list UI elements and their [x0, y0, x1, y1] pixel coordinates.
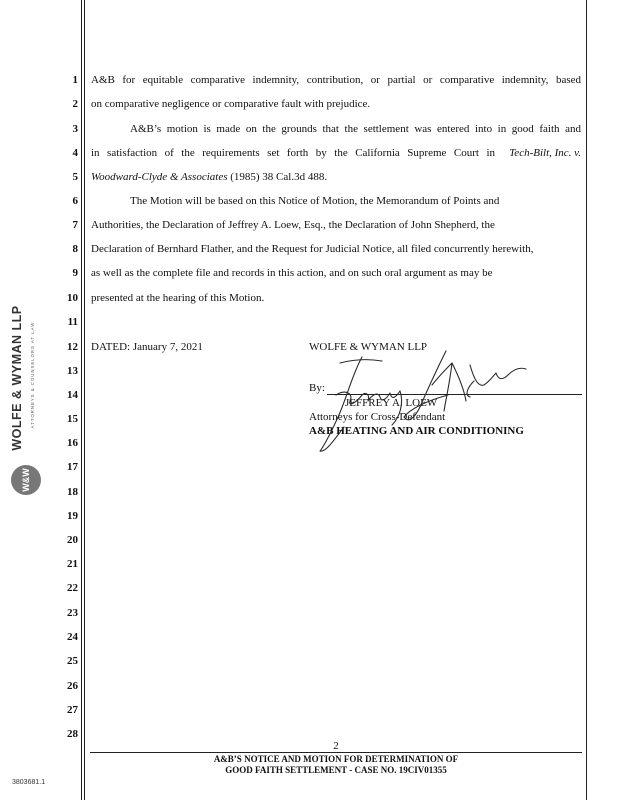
dated-line: DATED: January 7, 2021 [91, 341, 203, 353]
line-number: 13 [67, 365, 78, 377]
left-margin-rule-outer [81, 0, 82, 800]
body-line: A&B’s motion is made on the grounds that the settlement was entered into in good faith and [130, 123, 581, 135]
body-line: as well as the complete file and records in this action, and on such oral argument as may be [91, 267, 493, 279]
body-line: Authorities, the Declaration of Jeffrey A. Loew, Esq., the Declaration of John Shepherd, the [91, 219, 495, 231]
line-number: 6 [72, 195, 78, 207]
line-number: 21 [67, 558, 78, 570]
attorney-role: Attorneys for Cross-Defendant [309, 411, 446, 423]
signer-name: JEFFREY A. LOEW [345, 397, 438, 409]
line-number: 3 [72, 123, 78, 135]
body-line: presented at the hearing of this Motion. [91, 292, 265, 304]
line-number: 19 [67, 510, 78, 522]
body-line: A&B for equitable comparative indemnity, contribution, or partial or comparative indemnity, based [91, 74, 581, 86]
line-number: 17 [67, 461, 78, 473]
line-number: 5 [72, 171, 78, 183]
line-number: 26 [67, 680, 78, 692]
line-number: 25 [67, 655, 78, 667]
document-id: 3803681.1 [12, 779, 46, 786]
right-margin-rule [586, 0, 587, 800]
line-number: 8 [72, 243, 78, 255]
page-number: 2 [333, 740, 339, 752]
by-label: By: [309, 382, 325, 394]
case-citation-part1: Tech-Bilt, Inc. v. [509, 147, 581, 159]
body-line: on comparative negligence or comparative fault with prejudice. [91, 98, 371, 110]
line-number: 18 [67, 486, 78, 498]
line-number: 9 [72, 267, 78, 279]
footer-title-line1: A&B’S NOTICE AND MOTION FOR DETERMINATION OF [213, 754, 459, 764]
line-number: 27 [67, 704, 78, 716]
handwritten-signature [300, 345, 535, 460]
body-line [91, 170, 327, 184]
logo-firm-name: WOLFE & WYMAN LLP [10, 305, 24, 451]
case-citation-part2: Woodward-Clyde & Associates [91, 171, 228, 183]
body-line: The Motion will be based on this Notice of Motion, the Memorandum of Points and [130, 195, 500, 207]
firm-logo [10, 300, 44, 495]
body-line-text: in satisfaction of the requirements set forth by the California Supreme Court in [91, 147, 495, 159]
line-number: 2 [72, 98, 78, 110]
case-reporter-cite: (1985) 38 Cal.3d 488. [227, 171, 328, 183]
body-line: Declaration of Bernhard Flather, and the Request for Judicial Notice, all filed concurrently herewith, [91, 243, 534, 255]
line-number: 11 [67, 316, 78, 328]
footer-rule [90, 752, 582, 753]
logo-monogram-badge [11, 465, 41, 495]
footer-title-line2: GOOD FAITH SETTLEMENT - CASE NO. 19CIV01355 [225, 765, 447, 775]
left-margin-rule-inner [84, 0, 85, 800]
client-name: A&B HEATING AND AIR CONDITIONING [309, 425, 524, 437]
line-number: 7 [72, 219, 78, 231]
logo-tagline: ATTORNEYS & COUNSELORS AT LAW [30, 321, 35, 429]
firm-name: WOLFE & WYMAN LLP [309, 341, 428, 353]
line-number: 23 [67, 607, 78, 619]
line-number: 22 [67, 582, 78, 594]
line-number: 1 [72, 74, 78, 86]
line-number: 4 [72, 147, 78, 159]
line-number: 28 [67, 728, 78, 740]
logo-monogram: W&W [21, 468, 31, 492]
line-number: 24 [67, 631, 78, 643]
line-number: 12 [67, 341, 78, 353]
line-number: 15 [67, 413, 78, 425]
line-number: 10 [67, 292, 78, 304]
line-number: 16 [67, 437, 78, 449]
body-line [91, 146, 581, 160]
line-number: 14 [67, 389, 78, 401]
line-number: 20 [67, 534, 78, 546]
